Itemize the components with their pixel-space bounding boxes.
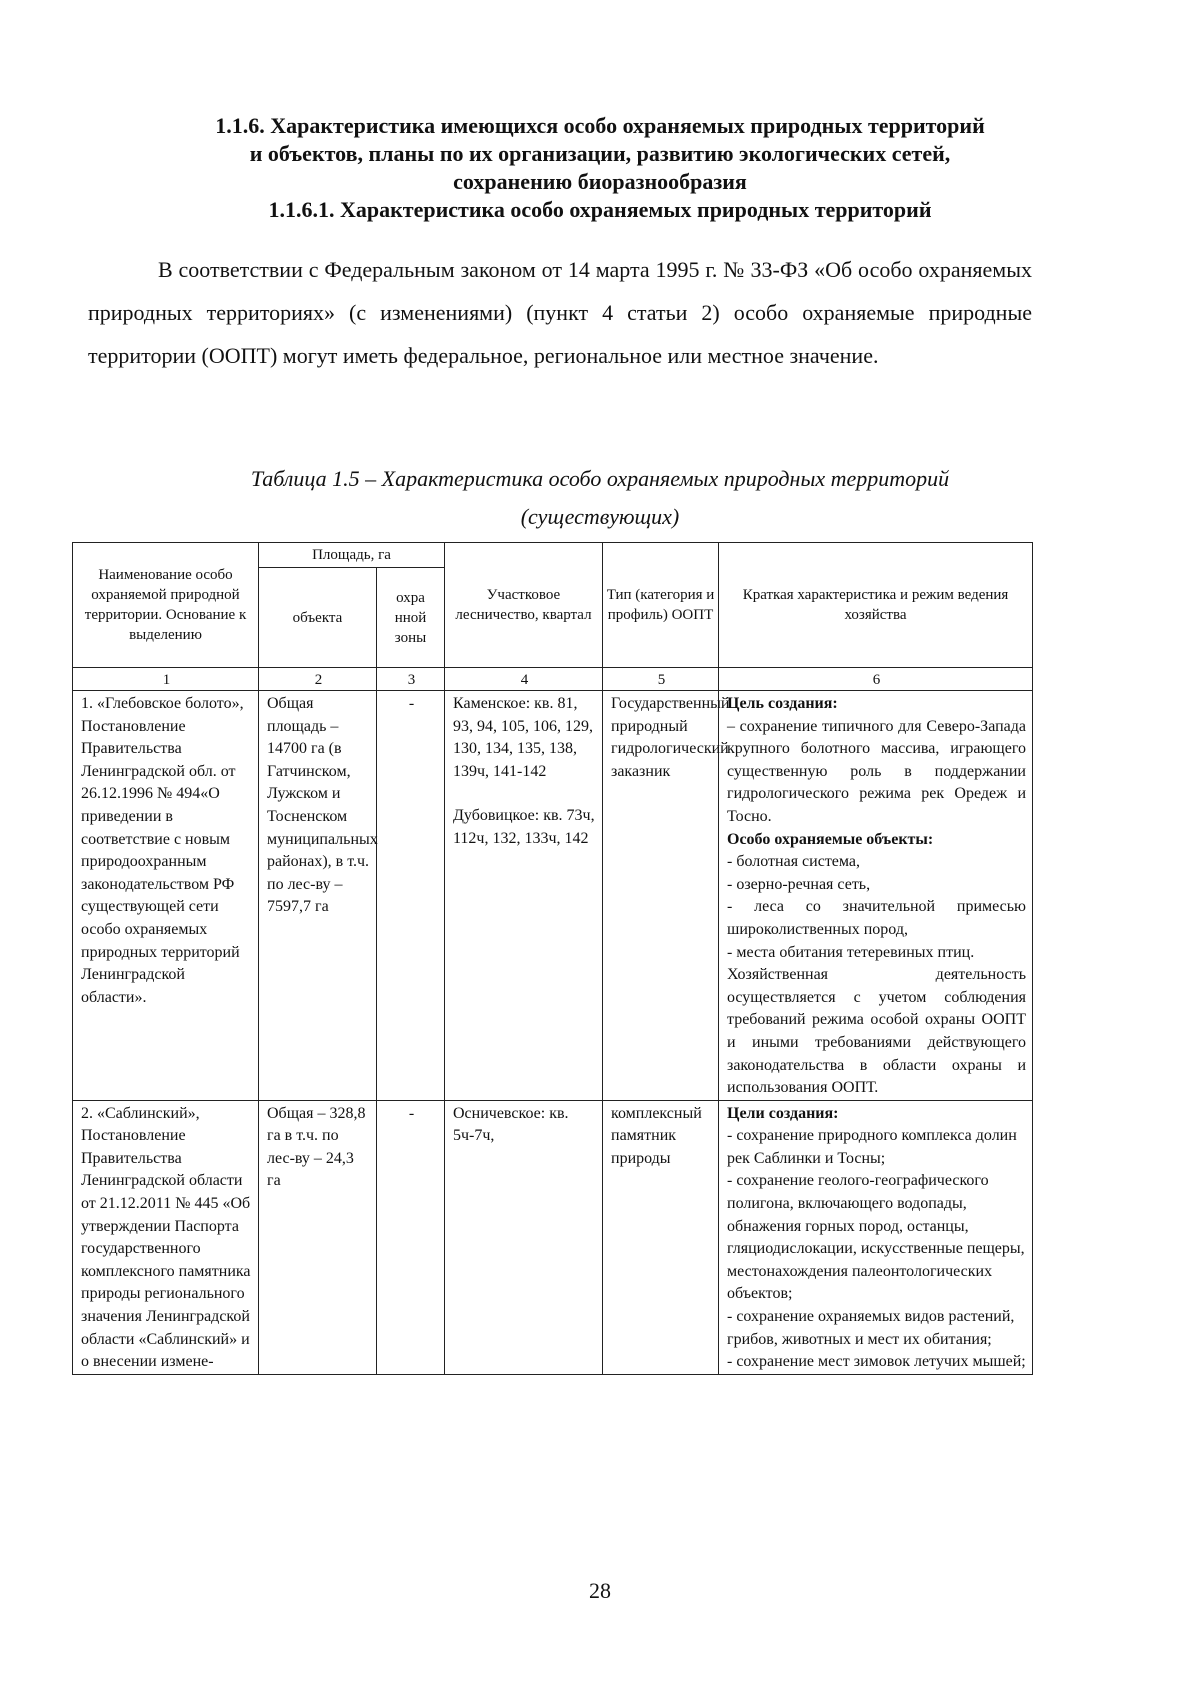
section-heading [80, 112, 1120, 224]
row2-goal-item: - сохранение природного комплекса долин рек Саблинки и Тосны; [727, 1127, 1017, 1167]
table-header-row [73, 543, 1033, 568]
column-number: 5 [603, 668, 719, 691]
heading-line-4: 1.1.6.1. Характеристика особо охраняемых природных территорий [268, 197, 932, 222]
row1-forestry [445, 691, 603, 1101]
row2-goal-item: - сохранение мест зимовок летучих мышей; [727, 1353, 1026, 1371]
heading-line-3: сохранению биоразнообразия [453, 169, 747, 194]
row2-type: комплексный памятник природы [603, 1100, 719, 1374]
column-number: 2 [259, 668, 377, 691]
row1-description [719, 691, 1033, 1101]
row1-object-item: - озерно-речная сеть, [727, 875, 871, 893]
header-area: Площадь, га [259, 543, 445, 568]
table-caption [80, 460, 1120, 536]
header-forestry: Участковое лесничество, квартал [445, 543, 603, 668]
header-type: Тип (категория и профиль) ООПТ [603, 543, 719, 668]
row1-zone: - [377, 691, 445, 1101]
heading-line-1: 1.1.6. Характеристика имеющихся особо охраняемых природных территорий [215, 113, 985, 138]
column-number-row [73, 668, 1033, 691]
column-number: 4 [445, 668, 603, 691]
row1-activity: Хозяйственная деятельность осуществляется с учетом соблюдения требований режима особой охраны ООПТ и иными требованиями действующего законодательства в области охраны и использования ООПТ. [727, 966, 1026, 1097]
intro-paragraph [88, 248, 1032, 377]
table-caption-line-1: Таблица 1.5 – Характеристика особо охраняемых природных территорий [250, 466, 950, 491]
row1-forestry-1: Каменское: кв. 81, 93, 94, 105, 106, 129, 130, 134, 135, 138, 139ч, 141-142 [453, 695, 593, 780]
row1-goal-text: – сохранение типичного для Северо-Запада крупного болотного массива, играющего существенную роль в поддержании гидрологического режима рек Оредеж и Тосно. [727, 717, 1026, 825]
header-area-object: объекта [259, 568, 377, 668]
table-row [73, 1100, 1033, 1374]
row1-object-item: - болотная система, [727, 853, 861, 871]
row2-goal-label: Цели создания: [727, 1104, 839, 1122]
row1-name: 1. «Глебовское болото», Постановление Правительства Ленинградской обл. от 26.12.1996 № 494«О приведении в соответствие с новым природоохранным законодательством РФ существующей сети особо охраняемых природных территорий Ленинградской области». [73, 691, 259, 1101]
row2-goal-item: - сохранение геолого-географического полигона, включающего водопады, обнажения горных пород, останцы, гляциодислокации, искусственные пещеры, местонахождения палеонтологических объектов; [727, 1172, 1025, 1303]
column-number: 6 [719, 668, 1033, 691]
column-number: 3 [377, 668, 445, 691]
row2-description [719, 1100, 1033, 1374]
row1-objects-label: Особо охраняемые объекты: [727, 830, 934, 848]
table-caption-line-2: (существующих) [520, 504, 680, 529]
header-area-zone: охра нной зоны [377, 568, 445, 668]
header-description: Краткая характеристика и режим ведения хозяйства [719, 543, 1033, 668]
row1-goal-label: Цель создания: [727, 695, 838, 712]
heading-line-2: и объектов, планы по их организации, развитию экологических сетей, [249, 141, 951, 166]
row2-name: 2. «Саблинский», Постановление Правительства Ленинградской области от 21.12.2011 № 445 «Об утверждении Паспорта государственного комплексного памятника природы регионального значения Ленинградской области «Саблинский» и о внесении измене- [73, 1100, 259, 1374]
row1-object-item: - леса со значительной примесью широколиственных пород, [727, 898, 1026, 938]
column-number: 1 [73, 668, 259, 691]
row1-object-item: - места обитания тетеревиных птиц. [727, 943, 975, 961]
row2-goal-item: - сохранение охраняемых видов растений, грибов, животных и мест их обитания; [727, 1308, 1015, 1348]
row2-zone: - [377, 1100, 445, 1374]
intro-paragraph-text: В соответствии с Федеральным законом от 14 марта 1995 г. № 33-ФЗ «Об особо охраняемых природных территориях» (с изменениями) (пункт 4 статьи 2) особо охраняемые природные территории (ООПТ) могут иметь федеральное, региональное или местное значение. [88, 257, 1032, 368]
row2-area: Общая – 328,8 га в т.ч. по лес-ву – 24,3 га [259, 1100, 377, 1374]
header-name: Наименование особо охраняемой природной территории. Основание к выделению [73, 543, 259, 668]
page-number: 28 [589, 1578, 611, 1603]
protected-areas-table [72, 542, 1033, 1375]
row1-type: Государственный природный гидрологический заказник [603, 691, 719, 1101]
table-row [73, 691, 1033, 1101]
row1-area: Общая площадь – 14700 га (в Гатчинском, Лужском и Тосненском муниципальных районах), в т.ч. по лес-ву – 7597,7 га [259, 691, 377, 1101]
row2-forestry: Осничевское: кв. 5ч-7ч, [445, 1100, 603, 1374]
row1-forestry-2: Дубовицкое: кв. 73ч, 112ч, 132, 133ч, 142 [453, 807, 595, 847]
